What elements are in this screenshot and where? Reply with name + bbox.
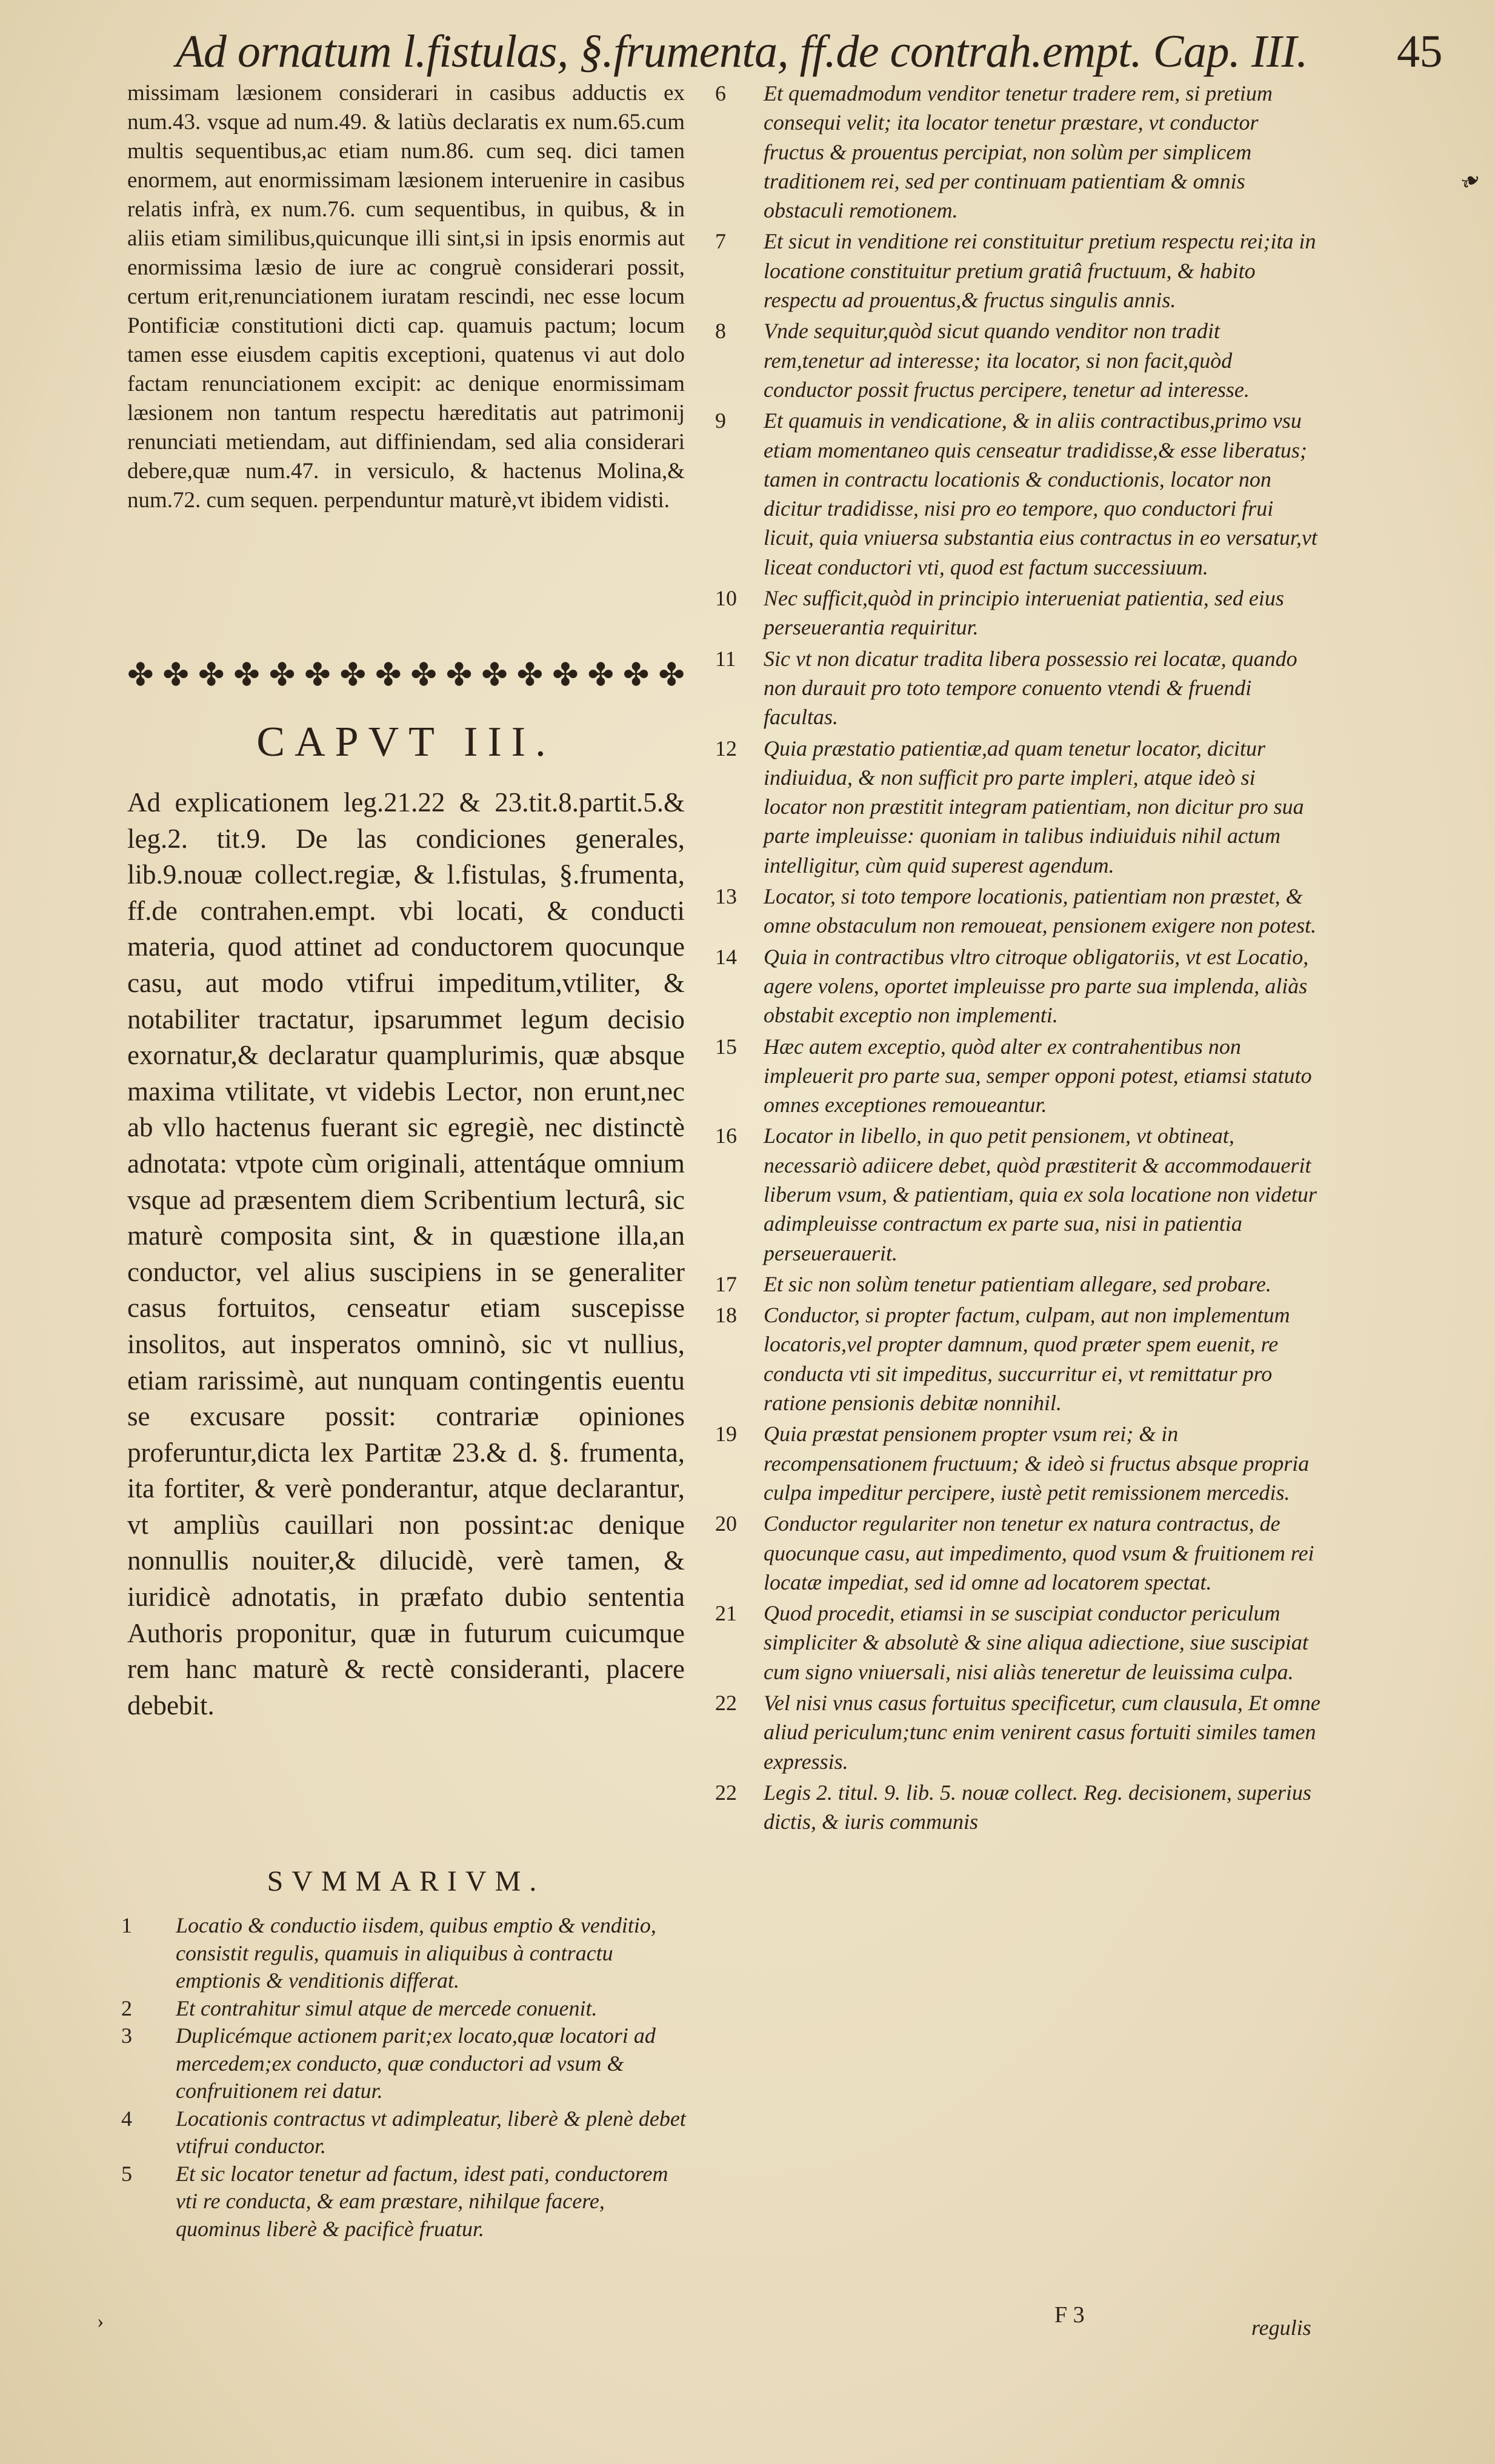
summary-item-text: Quod procedit, etiamsi in se suscipiat conductor periculum simpliciter & absolutè & sine aliqua adiectione, siue suscipiat cum signo vniuersali, nisi aliàs teneretur de leuissima culpa. — [764, 1601, 1308, 1684]
summary-item — [121, 2160, 691, 2243]
summary-item-number: 17 — [715, 1271, 737, 1296]
summary-item-text: Conductor regulariter non tenetur ex natura contractus, de quocunque casu, aut impedimento, quod vsum & fruitionem rei locatæ impediat, sed id omne ad locatorem spectat. — [764, 1511, 1314, 1594]
summary-item-number: 18 — [715, 1303, 737, 1328]
ornament-fleuron-icon: ✤ — [658, 658, 685, 693]
summary-item-number: 13 — [715, 884, 737, 909]
catchword: regulis — [1251, 2316, 1311, 2340]
summary-item-text: Et sic non solùm tenetur patientiam allegare, sed probare. — [764, 1271, 1271, 1296]
summary-item-text: Et contrahitur simul atque de mercede conuenit. — [176, 1996, 598, 2020]
summary-item — [715, 1300, 1321, 1417]
intro-paragraph: Ad explicationem leg.21.22 & 23.tit.8.partit.5.& leg.2. tit.9. De las condiciones generales, lib.9.nouæ collect.regiæ, & l.fistulas, §.frumenta, ff.de contrahen.empt. vbi locati, & conducti materia, quod attinet ad conductorem quocunque casu, aut modo vtifrui impeditum,vtiliter, & notabiliter tractatur, ipsarummet legum decisio exornatur,& declaratur quamplurimis, quæ absque maxima vtilitate, vt videbis Lector, non erunt,nec ab vllo hactenus fuerant sic egregiè, nec distinctè adnotata: vtpote cùm originali, attentáque omnium vsque ad præsentem diem Scribentium lecturâ, sic maturè composita sint, & in quæstione illa,an conductor, vel alius suscipiens in se generaliter casus fortuitos, censeatur etiam suscepisse insolitos, aut insperatos omninò, sic vt nullius, etiam rarissimè, aut nunquam contingentis euentu se excusare possit: contrariæ opiniones proferuntur,dicta lex Partitæ 23.& d. §. frumenta, ita fortiter, & verè ponderantur, atque declarantur, vt ampliùs cauillari non possint:ac denique nonnullis nouiter,& dilucidè, verè tamen, & iuridicè adnotatis, in præfato dubio sententia Authoris proponitur, quæ in futurum cuicumque rem hanc maturè & rectè consideranti, placere debebit. — [127, 787, 685, 1720]
summary-item — [715, 1688, 1321, 1776]
summary-item-number: 14 — [715, 944, 737, 969]
summary-item — [121, 2022, 691, 2105]
summary-item-number: 8 — [715, 319, 726, 344]
summary-item-number: 10 — [715, 586, 737, 611]
summary-item-text: Quia præstat pensionem propter vsum rei; & in recompensationem fructuum; & ideò si fructus absque propria culpa impeditur percipere, iustè petit remissionem mercedis. — [764, 1422, 1310, 1505]
ornament-fleuron-icon: ✤ — [445, 658, 473, 693]
summary-item — [715, 644, 1321, 732]
summary-item-number: 12 — [715, 736, 737, 761]
summary-item — [715, 1121, 1321, 1267]
chapter-heading: CAPVT III. — [256, 719, 556, 765]
summary-item — [715, 406, 1321, 582]
ornament-fleuron-icon: ✤ — [552, 658, 579, 693]
summary-item-text: Conductor, si propter factum, culpam, aut non implementum locatoris,vel propter damnum, quod præter spem euenit, re conducta vti sit impeditus, succurritur ei, vt remittatur pro ratione pensionis debitæ nonnihil. — [764, 1303, 1290, 1416]
ornament-fleuron-icon: ✤ — [375, 658, 402, 693]
summary-item — [715, 734, 1321, 880]
summary-item-number: 2 — [121, 1996, 132, 2020]
summary-item-text: Et quemadmodum venditor tenetur tradere rem, si pretium consequi velit; ita locator tenetur præstare, vt conductor fructus & prouentus percipiat, non solùm per simplicem traditionem rei, sed per continuam patientiam & omnis obstaculi remotionem. — [764, 81, 1273, 223]
summary-item — [715, 1509, 1321, 1597]
summary-item-text: Legis 2. titul. 9. lib. 5. nouæ collect. Reg. decisionem, superius dictis, & iuris communis — [764, 1780, 1311, 1834]
ornament-fleuron-icon: ✤ — [339, 658, 367, 693]
summary-list-right — [715, 79, 1321, 1839]
summary-item-text: Locatio & conductio iisdem, quibus emptio & venditio, consistit regulis, quamuis in aliquibus à contractu emptionis & venditionis differat. — [176, 1913, 656, 1993]
summary-item-number: 22 — [715, 1691, 737, 1716]
summary-item — [715, 1778, 1321, 1837]
summary-item-number: 16 — [715, 1124, 737, 1148]
summary-item-number: 7 — [715, 229, 726, 254]
summary-item-number: 19 — [715, 1422, 737, 1447]
summary-item — [121, 2105, 691, 2160]
summary-item-text: Vnde sequitur,quòd sicut quando venditor non tradit rem,tenetur ad interesse; ita locator, si non facit,quòd conductor possit fructus percipere, tenetur ad interesse. — [764, 319, 1250, 402]
summary-item-number: 3 — [121, 2023, 132, 2048]
summary-item-text: Et quamuis in vendicatione, & in aliis contractibus,primo vsu etiam momentaneo quis censeatur tradidisse,& esse liberatus; tamen in contractu locationis & conductionis, locator non dicitur tradidisse, nisi pro eo tempore, quo conductori frui licuit, quia vniuersa substantia eius contractus in eo versatur,vt liceat conductori vti, quod est factum successiuum. — [764, 408, 1317, 579]
summary-item — [715, 584, 1321, 642]
summary-item-text: Hæc autem exceptio, quòd alter ex contrahentibus non impleuerit pro parte sua, semper opponi potest, etiamsi statuto omnes exceptiones remoueantur. — [764, 1034, 1312, 1117]
running-title: Ad ornatum l.fistulas, §.frumenta, ff.de contrah.empt. Cap. III. — [176, 26, 1308, 77]
summary-item — [715, 316, 1321, 404]
ornament-fleuron-icon: ✤ — [162, 658, 189, 693]
summary-item-text: Et sicut in venditione rei constituitur pretium respectu rei;ita in locatione constituitur pretium gratiâ fructuum, & habito respectu ad prouentus,& fructus singulis annis. — [764, 229, 1316, 313]
summary-item-number: 22 — [715, 1780, 737, 1805]
summary-item-text: Et sic locator tenetur ad factum, idest pati, conductorem vti re conducta, & eam præstare, nihilque facere, quominus liberè & pacificè fruatur. — [176, 2161, 668, 2241]
summary-item-number: 4 — [121, 2106, 132, 2131]
page-number: 45 — [1397, 26, 1442, 77]
summary-item-text: Quia in contractibus vltro citroque obligatoriis, vt est Locatio, agere volens, oportet impleuisse pro parte sua implenda, aliàs obstabit exceptio non implementi. — [764, 944, 1309, 1028]
summary-item-text: Locator in libello, in quo petit pensionem, vt obtineat, necessariò adiicere debet, quòd præstiterit & accommodauerit liberum vsum, & patientiam, quia ex sola locatione non videtur adimpleuisse contractum ex parte sua, nisi in patientia perseuerauerit. — [764, 1124, 1317, 1265]
ornament-fleuron-icon: ✤ — [304, 658, 331, 693]
summarium-heading: SVMMARIVM. — [267, 1865, 545, 1897]
summary-item-number: 9 — [715, 408, 726, 433]
summary-item — [715, 227, 1321, 315]
summary-item — [715, 1032, 1321, 1120]
ornament-fleuron-icon: ✤ — [587, 658, 614, 693]
summary-item-number: 1 — [121, 1913, 132, 1937]
ornament-fleuron-icon: ✤ — [410, 658, 437, 693]
summary-item — [121, 1912, 691, 1995]
ornament-fleuron-icon: ✤ — [516, 658, 544, 693]
left-column-top — [127, 79, 685, 515]
summary-item-text: Vel nisi vnus casus fortuitus specificetur, cum clausula, Et omne aliud periculum;tunc enim venirent casus fortuiti similes tamen expressis. — [764, 1691, 1320, 1774]
summary-item — [715, 79, 1321, 225]
summary-item-text: Nec sufficit,quòd in principio interueniat patientia, sed eius perseuerantia requiritur. — [764, 586, 1284, 640]
ornament-band — [127, 654, 685, 697]
running-header — [176, 18, 1442, 85]
summary-item-text: Locationis contractus vt adimpleatur, liberè & plenè debet vtifrui conductor. — [176, 2106, 686, 2158]
ornament-fleuron-icon: ✤ — [622, 658, 650, 693]
summary-item-number: 6 — [715, 81, 726, 105]
bottom-margin-mark: › — [97, 2310, 104, 2332]
margin-mark-icon: ❧ — [1454, 164, 1487, 198]
summary-item — [715, 942, 1321, 1030]
summary-item-text: Quia præstatio patientiæ,ad quam tenetur locator, dicitur indiuidua, & non sufficit pro parte impleri, atque ideò si locator non præstitit integram patientiam, non dicitur pro sua parte impleuisse: quoniam in talibus indiuiduis nihil actum intelligitur, cùm quid superest agendum. — [764, 736, 1304, 877]
summary-list-left — [121, 1912, 691, 2243]
summary-item — [715, 1270, 1321, 1299]
summary-item-text: Locator, si toto tempore locationis, patientiam non præstet, & omne obstaculum non remoueat, pensionem exigere non potest. — [764, 884, 1317, 938]
signature-mark: F 3 — [1054, 2302, 1085, 2328]
summary-item — [121, 1995, 691, 2023]
summary-item — [715, 1599, 1321, 1687]
summary-item-number: 21 — [715, 1601, 737, 1626]
left-top-paragraph: missimam læsionem considerari in casibus adductis ex num.43. vsque ad num.49. & latiùs declaratis ex num.65.cum multis sequentibus,ac etiam num.86. cum seq. dici tamen enormem, aut enormissimam læsionem interuenire in casibus relatis infrà, ex num.76. cum sequentibus, in quibus, & in aliis etiam similibus,quicunque illi sint,si in ipsis enormis aut enormissima læsio de iure ac congruè considerari possit, certum erit,renunciationem iuratam rescindi, nec esse locum Pontificiæ constitutioni dicti cap. quamuis pactum; locum tamen esse eiusdem capitis exceptioni, quatenus vi aut dolo factam renunciationem excipit: ac denique enormissimam læsionem non tantum respectu hæreditatis aut patrimonij renunciati metiendam, aut diffiniendam, sed alia considerari debere,quæ num.47. in versiculo, & hactenus Molina,& num.72. cum sequen. perpenduntur maturè,vt ibidem vidisti. — [127, 81, 685, 513]
summary-item-number: 20 — [715, 1511, 737, 1536]
ornament-fleuron-icon: ✤ — [233, 658, 260, 693]
summary-item-text: Duplicémque actionem parit;ex locato,quæ locatori ad mercedem;ex conducto, quæ conductori ad vsum & confruitionem rei datur. — [176, 2023, 656, 2103]
ornament-fleuron-icon: ✤ — [268, 658, 296, 693]
summary-item-number: 5 — [121, 2161, 132, 2186]
ornament-fleuron-icon: ✤ — [127, 658, 154, 693]
summary-item-number: 11 — [715, 646, 736, 671]
summary-item — [715, 882, 1321, 941]
summary-item-text: Sic vt non dicatur tradita libera possessio rei locatæ, quando non durauit pro toto tempore conuento vtendi & fruendi facultas. — [764, 646, 1297, 730]
ornament-fleuron-icon: ✤ — [198, 658, 225, 693]
summary-item — [715, 1419, 1321, 1507]
ornament-fleuron-icon: ✤ — [481, 658, 508, 693]
summary-item-number: 15 — [715, 1034, 737, 1059]
